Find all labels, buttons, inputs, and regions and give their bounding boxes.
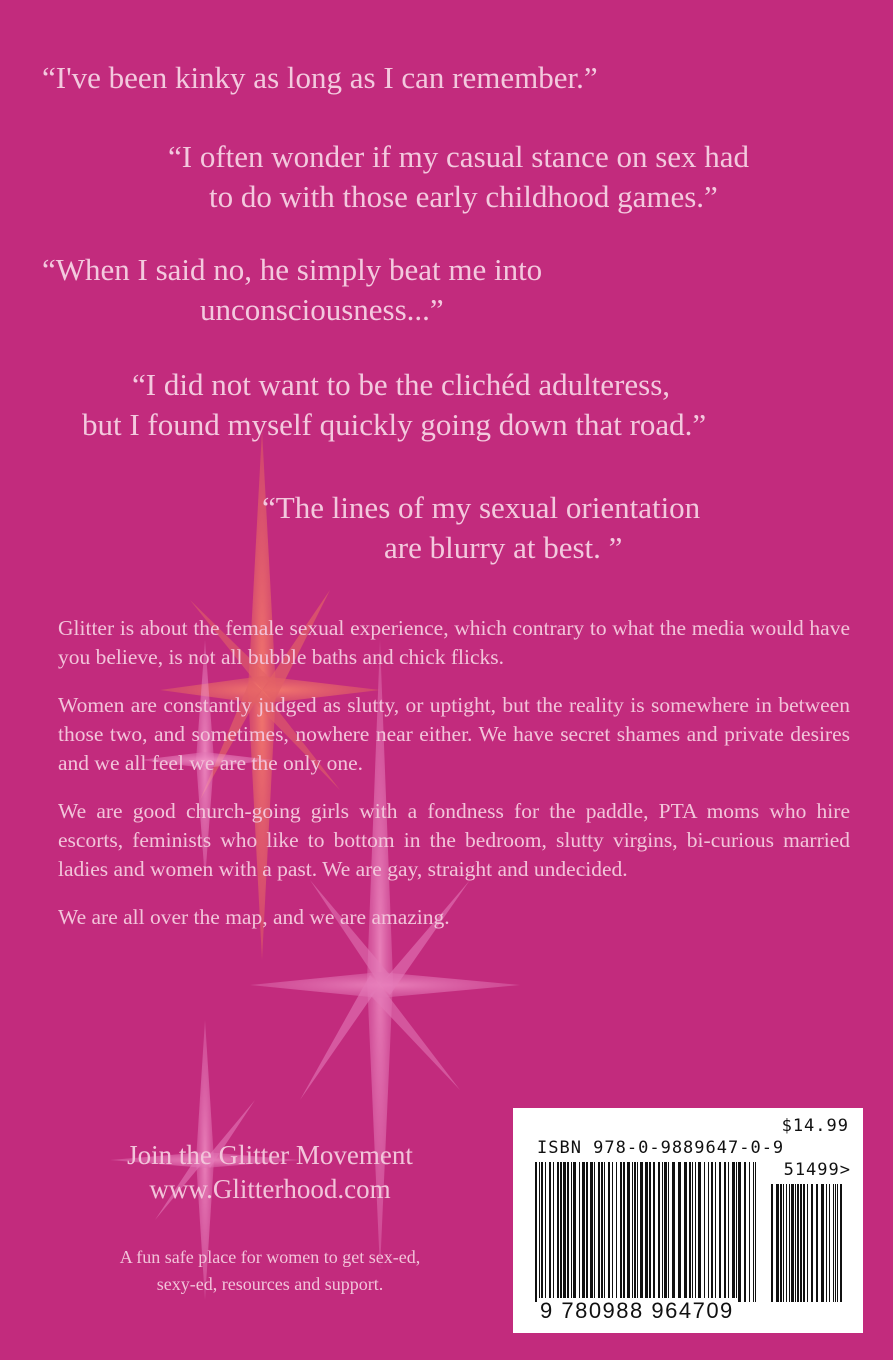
- addon-bar: [833, 1184, 834, 1302]
- barcode-bar: [724, 1162, 726, 1302]
- quote-5: [262, 488, 700, 568]
- quote-line: “The lines of my sexual orientation: [262, 490, 701, 525]
- addon-bar: [816, 1184, 818, 1302]
- barcode-bar: [736, 1162, 737, 1302]
- addon-bar: [771, 1184, 773, 1302]
- barcode-bar: [684, 1162, 687, 1302]
- addon-bar: [800, 1184, 802, 1302]
- addon-bar: [835, 1184, 836, 1302]
- join-callout: [40, 1138, 500, 1206]
- book-description: [58, 614, 850, 951]
- quote-line: are blurry at best. ”: [384, 530, 623, 565]
- barcode-bar: [563, 1162, 566, 1302]
- barcode-bar: [658, 1162, 660, 1302]
- quote-line: “I did not want to be the clichéd adulteress,: [132, 367, 671, 402]
- barcode-bar: [664, 1162, 667, 1302]
- barcode-bar: [627, 1162, 630, 1302]
- barcode-bar: [645, 1162, 648, 1302]
- quote-line: “I've been kinky as long as I can remember.”: [42, 60, 598, 95]
- addon-bar: [826, 1184, 827, 1302]
- barcode-bar: [545, 1162, 546, 1302]
- quote-line: unconsciousness...”: [200, 292, 444, 327]
- barcode-bar: [672, 1162, 675, 1302]
- tagline: [40, 1244, 500, 1298]
- quote-line: “I often wonder if my casual stance on sex had: [168, 139, 750, 174]
- barcode-bar: [623, 1162, 625, 1302]
- barcode-bar: [539, 1162, 540, 1302]
- barcode-bar: [698, 1162, 701, 1302]
- barcode-bar: [582, 1162, 585, 1302]
- addon-bar: [786, 1184, 787, 1302]
- barcode-bar: [749, 1162, 750, 1302]
- addon-bar: [821, 1184, 824, 1302]
- barcode-bar: [695, 1162, 696, 1302]
- barcode-icon: [535, 1162, 845, 1312]
- barcode-bar: [755, 1162, 756, 1302]
- barcode-bar: [753, 1162, 754, 1302]
- quote-line: “When I said no, he simply beat me into: [42, 252, 543, 287]
- barcode-bar: [557, 1162, 559, 1302]
- barcode-bar: [715, 1162, 716, 1302]
- addon-bar: [789, 1184, 790, 1302]
- barcode-bar: [549, 1162, 551, 1302]
- barcode-bar: [612, 1162, 613, 1302]
- barcode-bar: [637, 1162, 638, 1302]
- barcode-bar: [738, 1162, 741, 1302]
- barcode-bar: [719, 1162, 721, 1302]
- barcode-bar: [634, 1162, 636, 1302]
- price-label: $14.99: [781, 1116, 849, 1136]
- barcode-bar: [594, 1162, 595, 1302]
- barcode-bar: [649, 1162, 651, 1302]
- addon-bar: [783, 1184, 784, 1302]
- barcode-box: [513, 1108, 863, 1333]
- tagline-line: sexy-ed, resources and support.: [156, 1274, 384, 1294]
- barcode-bar: [653, 1162, 655, 1302]
- isbn-label: ISBN 978-0-9889647-0-9: [537, 1138, 785, 1158]
- addon-bar: [837, 1184, 838, 1302]
- tagline-line: A fun safe place for women to get sex-ed,: [119, 1247, 421, 1267]
- barcode-bar: [708, 1162, 709, 1302]
- barcode-bar: [541, 1162, 543, 1302]
- description-paragraph: Women are constantly judged as slutty, or uptight, but the reality is somewhere in between those two, and sometimes, nowhere near either. We have secret shames and private desires and we all feel we are the only one.: [58, 693, 850, 775]
- quote-3: [42, 250, 542, 330]
- barcode-bar: [744, 1162, 746, 1302]
- barcode-bar: [586, 1162, 588, 1302]
- barcode-bar: [608, 1162, 610, 1302]
- barcode-bar: [579, 1162, 580, 1302]
- barcode-bar: [535, 1162, 537, 1302]
- barcode-bar: [711, 1162, 713, 1302]
- barcode-bar: [662, 1162, 663, 1302]
- barcode-bar: [668, 1162, 669, 1302]
- barcode-bar: [590, 1162, 593, 1302]
- barcode-bar: [728, 1162, 729, 1302]
- addon-bar: [797, 1184, 799, 1302]
- addon-bar: [795, 1184, 796, 1302]
- barcode-bar: [620, 1162, 622, 1302]
- quote-line: to do with those early childhood games.”: [209, 179, 718, 214]
- barcode-bar: [604, 1162, 605, 1302]
- barcode-bar: [689, 1162, 691, 1302]
- barcode-bar: [640, 1162, 643, 1302]
- barcode-bar: [601, 1162, 603, 1302]
- addon-bar: [791, 1184, 794, 1302]
- addon-bar: [829, 1184, 830, 1302]
- quote-2: [168, 137, 749, 217]
- addon-bar: [776, 1184, 779, 1302]
- addon-bar: [803, 1184, 805, 1302]
- barcode-bar: [573, 1162, 576, 1302]
- addon-bar: [811, 1184, 813, 1302]
- addon-bar: [807, 1184, 808, 1302]
- barcode-bar: [571, 1162, 572, 1302]
- barcode-digits: 9 780988 964709: [537, 1298, 737, 1324]
- quote-4: [82, 365, 706, 445]
- barcode-bar: [560, 1162, 562, 1302]
- addon-bar: [780, 1184, 782, 1302]
- barcode-bar: [678, 1162, 681, 1302]
- description-paragraph: Glitter is about the female sexual experience, which contrary to what the media would have you believe, is not all bubble baths and chick flicks.: [58, 616, 850, 669]
- barcode-bar: [598, 1162, 600, 1302]
- addon-code: 51499>: [783, 1160, 851, 1180]
- website-link[interactable]: www.Glitterhood.com: [149, 1174, 391, 1204]
- barcode-bar: [632, 1162, 633, 1302]
- barcode-bar: [732, 1162, 735, 1302]
- barcode-bar: [692, 1162, 693, 1302]
- join-heading: Join the Glitter Movement: [127, 1140, 413, 1170]
- addon-bar: [840, 1184, 842, 1302]
- quote-1: [42, 58, 598, 98]
- barcode-bar: [553, 1162, 554, 1302]
- description-paragraph: We are good church-going girls with a fondness for the paddle, PTA moms who hire escorts, feminists who like to bottom in the bedroom, slutty virgins, bi-curious married ladies and women with a past. We are gay, straight and undecided.: [58, 799, 850, 881]
- description-paragraph: We are all over the map, and we are amazing.: [58, 905, 450, 929]
- barcode-bar: [616, 1162, 617, 1302]
- barcode-bar: [567, 1162, 569, 1302]
- quote-line: but I found myself quickly going down that road.”: [82, 407, 707, 442]
- barcode-bar: [704, 1162, 705, 1302]
